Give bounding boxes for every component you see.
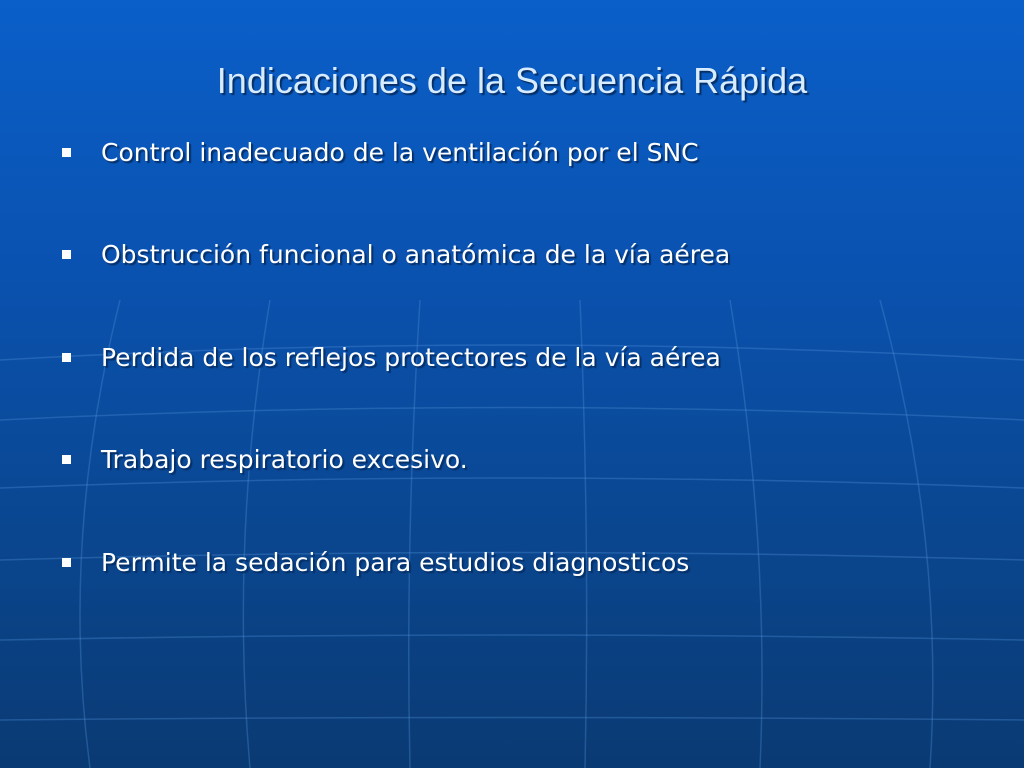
bullet-text: Trabajo respiratorio excesivo. <box>101 445 468 474</box>
slide-title: Indicaciones de la Secuencia Rápida <box>216 60 808 101</box>
bullet-text: Control inadecuado de la ventilación por el SNC <box>101 137 699 167</box>
bullet-item <box>62 132 730 172</box>
bullet-text: Perdida de los reflejos protectores de la vía aérea <box>101 342 721 372</box>
bullet-item <box>62 337 730 377</box>
square-bullet-icon <box>62 353 71 362</box>
bullet-text: Obstrucción funcional o anatómica de la vía aérea <box>101 240 731 269</box>
square-bullet-icon <box>62 455 71 464</box>
bullet-list <box>62 132 730 645</box>
bullet-item <box>62 542 730 582</box>
bullet-item <box>62 440 730 480</box>
bullet-item <box>62 235 730 275</box>
square-bullet-icon <box>62 558 71 567</box>
square-bullet-icon <box>62 148 71 157</box>
square-bullet-icon <box>62 250 71 259</box>
bullet-text: Permite la sedación para estudios diagnosticos <box>101 547 690 577</box>
